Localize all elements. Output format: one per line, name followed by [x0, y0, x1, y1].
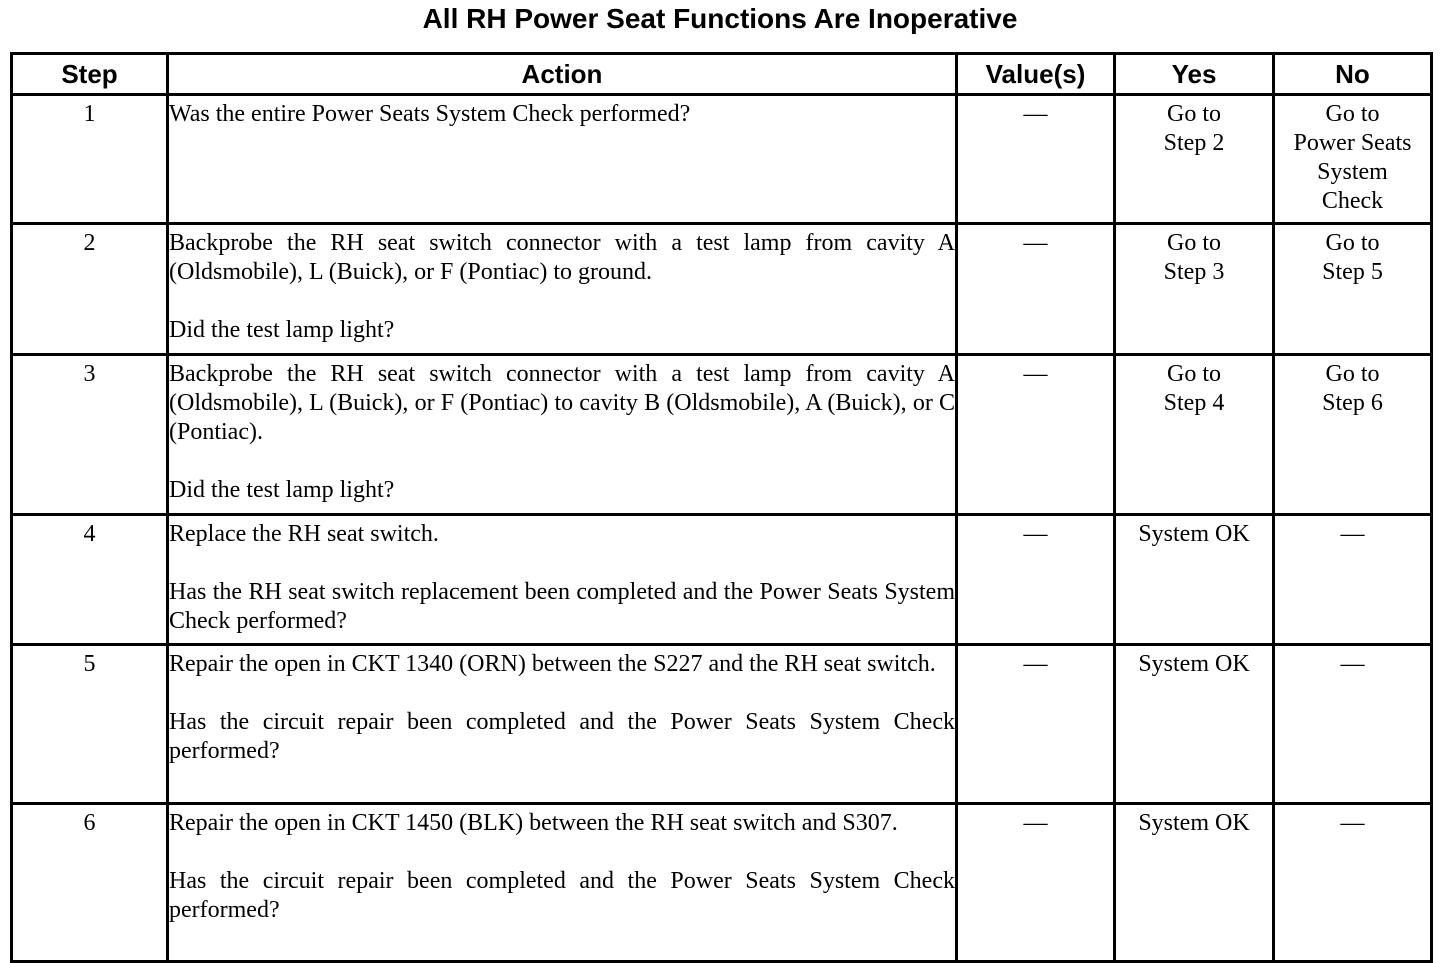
header-step: Step [12, 54, 168, 95]
value-cell: — [957, 645, 1115, 804]
action-text: Backprobe the RH seat switch connector with a test lamp from cavity A (Oldsmobile), L (Buick), or F (Pontiac) to ground. [169, 230, 955, 285]
step-number: 5 [12, 645, 168, 804]
yes-cell: Go to Step 2 [1115, 95, 1274, 224]
value-cell: — [957, 515, 1115, 645]
page-title: All RH Power Seat Functions Are Inoperative [422, 3, 1018, 34]
action-question: Did the test lamp light? [169, 317, 395, 343]
step-number: 3 [12, 355, 168, 515]
table-header-row [12, 54, 1432, 95]
step-number: 1 [12, 95, 168, 224]
header-yes: Yes [1115, 54, 1274, 95]
action-text: Backprobe the RH seat switch connector with a test lamp from cavity A (Oldsmobile), L (Buick), or F (Pontiac) to cavity B (Oldsmobile), A (Buick), or C (Pontiac). [169, 361, 955, 445]
no-cell: — [1274, 515, 1432, 645]
header-no: No [1274, 54, 1432, 95]
action-cell [168, 95, 957, 224]
step-number: 2 [12, 224, 168, 355]
yes-cell: Go to Step 3 [1115, 224, 1274, 355]
table-row [12, 804, 1432, 962]
action-cell [168, 355, 957, 515]
table-row [12, 95, 1432, 224]
action-question: Has the circuit repair been completed and the Power Seats System Check performed? [169, 868, 955, 923]
no-cell: — [1274, 804, 1432, 962]
action-cell [168, 645, 957, 804]
action-question: Has the RH seat switch replacement been completed and the Power Seats System Check performed? [169, 579, 955, 634]
yes-cell: Go to Step 4 [1115, 355, 1274, 515]
no-cell: Go to Power Seats System Check [1274, 95, 1432, 224]
step-number: 6 [12, 804, 168, 962]
diagnostic-table [10, 52, 1433, 963]
action-question: Has the circuit repair been completed and the Power Seats System Check performed? [169, 709, 955, 764]
no-cell: Go to Step 6 [1274, 355, 1432, 515]
action-cell [168, 515, 957, 645]
table-row [12, 645, 1432, 804]
yes-cell: System OK [1115, 645, 1274, 804]
action-cell [168, 224, 957, 355]
value-cell: — [957, 355, 1115, 515]
header-values: Value(s) [957, 54, 1115, 95]
action-text: Repair the open in CKT 1450 (BLK) between the RH seat switch and S307. [169, 810, 898, 836]
table-row [12, 224, 1432, 355]
value-cell: — [957, 804, 1115, 962]
action-text: Was the entire Power Seats System Check performed? [169, 101, 691, 127]
action-text: Repair the open in CKT 1340 (ORN) between the S227 and the RH seat switch. [169, 651, 936, 677]
no-cell: Go to Step 5 [1274, 224, 1432, 355]
action-cell [168, 804, 957, 962]
no-cell: — [1274, 645, 1432, 804]
table-row [12, 355, 1432, 515]
header-action: Action [168, 54, 957, 95]
step-number: 4 [12, 515, 168, 645]
yes-cell: System OK [1115, 804, 1274, 962]
yes-cell: System OK [1115, 515, 1274, 645]
value-cell: — [957, 224, 1115, 355]
action-question: Did the test lamp light? [169, 477, 395, 503]
table-row [12, 515, 1432, 645]
action-text: Replace the RH seat switch. [169, 521, 439, 547]
value-cell: — [957, 95, 1115, 224]
